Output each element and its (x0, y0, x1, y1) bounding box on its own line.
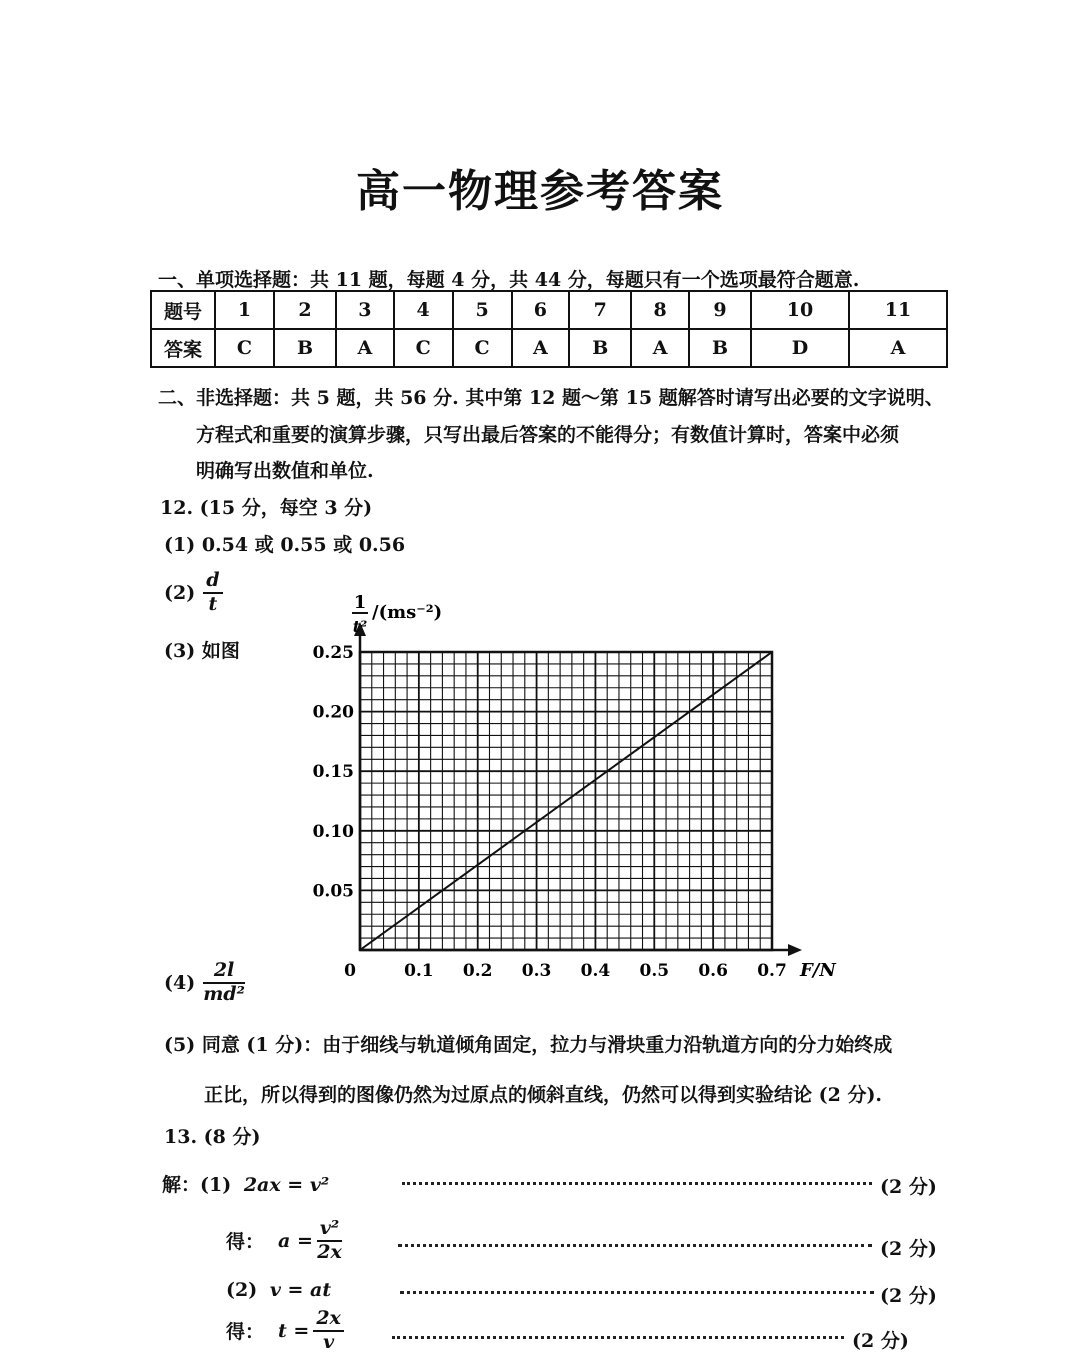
fraction-numerator: d (203, 570, 222, 594)
y-tick-label: 0.05 (312, 881, 354, 902)
dotted-leader (400, 1291, 874, 1294)
q12-part2-fraction (203, 570, 222, 616)
table-cell: A (631, 329, 689, 367)
q13-step1 (162, 1170, 329, 1197)
x-tick-label: 0.4 (580, 961, 611, 981)
fraction-numerator: v² (317, 1218, 342, 1242)
fraction-numerator: 2l (203, 960, 245, 984)
fraction-denominator: 2x (317, 1240, 342, 1263)
table-cell: B (274, 329, 336, 367)
q12-part3: (3) 如图 (164, 640, 240, 662)
table-cell: A (849, 329, 947, 367)
table-cell: 1 (215, 291, 274, 329)
y-tick-label: 0.15 (312, 762, 354, 783)
page-title: 高一物理参考答案 (356, 166, 724, 217)
table-cell: 11 (849, 291, 947, 329)
q13-step3-equation: v = at (269, 1279, 332, 1301)
section2-line2: 方程式和重要的演算步骤，只写出最后答案的不能得分；有数值计算时，答案中必须 (196, 424, 900, 446)
series-line (360, 652, 772, 950)
q12-part2-label: (2) (164, 581, 196, 604)
y-axis-label-unit: /(ms⁻²) (372, 602, 443, 623)
x-axis-arrow (788, 944, 802, 956)
q13-step2-score: (2 分) (880, 1238, 937, 1260)
q12-part4-label: (4) (164, 971, 196, 994)
q13-step4-lhs: t = (278, 1319, 310, 1342)
table-cell: 5 (453, 291, 512, 329)
y-axis-label-denominator: t² (352, 617, 368, 636)
row-header-numbers: 题号 (151, 291, 215, 329)
table-cell: 9 (689, 291, 751, 329)
y-axis-label-numerator: 1 (353, 592, 367, 613)
x-tick-label: 0 (344, 961, 356, 981)
q13-step1-equation: 2ax = v² (243, 1174, 330, 1196)
q13-step3-score: (2 分) (880, 1285, 937, 1307)
x-tick-label: 0.3 (521, 961, 552, 981)
graph-chart (300, 580, 860, 990)
fraction-numerator: 2x (313, 1308, 344, 1332)
table-cell: A (512, 329, 570, 367)
q12-part4-fraction (203, 960, 245, 1006)
q12-part5-line1: (5) 同意 (1 分)：由于细线与轨道倾角固定，拉力与滑块重力沿轨道方向的分力始终成 (164, 1034, 893, 1056)
table-cell: 2 (274, 291, 336, 329)
x-tick-label: 0.6 (698, 961, 728, 981)
x-tick-label: 0.7 (757, 961, 787, 981)
q13-step2-label: 得： (226, 1231, 265, 1254)
dotted-leader (402, 1182, 872, 1185)
q12-heading: 12. (15 分，每空 3 分) (160, 497, 373, 519)
table-cell: 6 (512, 291, 570, 329)
fraction-denominator: v (323, 1330, 335, 1353)
table-cell: C (394, 329, 453, 367)
q13-step4-fraction (313, 1308, 344, 1354)
q12-part4 (164, 960, 245, 1006)
fraction-denominator: md² (203, 982, 245, 1005)
dotted-leader (398, 1244, 872, 1247)
dotted-leader (392, 1336, 844, 1339)
q13-step4-label: 得： (226, 1321, 265, 1344)
q13-step2 (226, 1218, 342, 1264)
q12-part5-line2: 正比，所以得到的图像仍然为过原点的倾斜直线，仍然可以得到实验结论 (2 分). (204, 1084, 883, 1106)
table-cell: 3 (336, 291, 394, 329)
table-cell: C (215, 329, 274, 367)
q13-step1-label: 解：(1) (162, 1174, 232, 1196)
x-tick-label: 0.5 (639, 961, 670, 981)
table-cell: A (336, 329, 394, 367)
y-tick-label: 0.20 (312, 702, 354, 723)
table-cell: 8 (631, 291, 689, 329)
x-tick-label: 0.1 (404, 961, 434, 981)
table-cell: D (751, 329, 849, 367)
table-cell: C (453, 329, 512, 367)
row-header-answers: 答案 (151, 329, 215, 367)
section2-line1: 二、非选择题：共 5 题，共 56 分. 其中第 12 题～第 15 题解答时请写出必要的文字说明、 (158, 387, 944, 409)
q13-step3-label: (2) (226, 1279, 258, 1301)
table-row-answers (151, 329, 947, 367)
y-tick-label: 0.10 (312, 821, 354, 842)
q13-step4-score: (2 分) (852, 1330, 909, 1352)
x-axis-label: F/N (800, 960, 836, 981)
q13-step4 (226, 1308, 344, 1354)
y-tick-label: 0.25 (312, 643, 354, 663)
table-row-numbers (151, 291, 947, 329)
section1-heading: 一、单项选择题：共 11 题，每题 4 分，共 44 分，每题只有一个选项最符合题意. (158, 269, 860, 291)
x-tick-label: 0.2 (462, 961, 493, 981)
q13-step1-score: (2 分) (880, 1176, 937, 1198)
table-cell: 4 (394, 291, 453, 329)
table-cell: 10 (751, 291, 849, 329)
q13-step2-fraction (317, 1218, 342, 1264)
q13-step2-lhs: a = (278, 1229, 313, 1252)
section2-line3: 明确写出数值和单位. (196, 460, 374, 482)
q12-part2 (164, 570, 223, 616)
chart-series (360, 652, 772, 950)
table-cell: 7 (569, 291, 631, 329)
q13-heading: 13. (8 分) (164, 1126, 261, 1148)
q12-part1: (1) 0.54 或 0.55 或 0.56 (164, 534, 406, 556)
answer-table (150, 290, 948, 368)
table-cell: B (569, 329, 631, 367)
q13-step3 (226, 1279, 331, 1301)
fraction-denominator: t (208, 592, 218, 615)
table-cell: B (689, 329, 751, 367)
